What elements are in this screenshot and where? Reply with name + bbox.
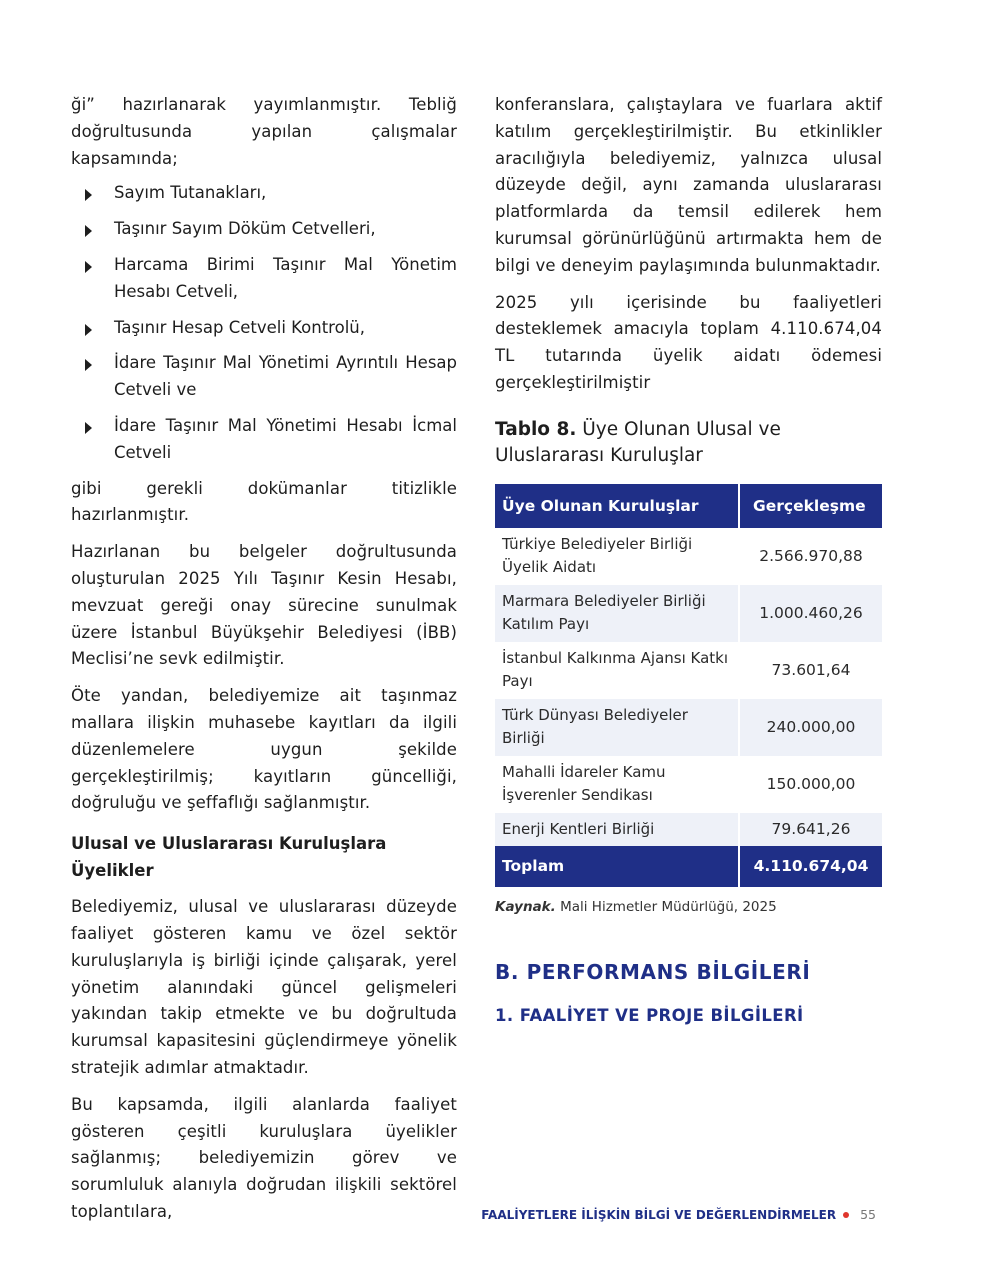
value-cell: 240.000,00 [739, 699, 882, 756]
value-cell: 150.000,00 [739, 756, 882, 813]
list-item: İdare Taşınır Mal Yönetimi Hesabı İcmal Cetveli [71, 413, 457, 467]
table-total-row [495, 846, 882, 887]
real-estate-paragraph: Öte yandan, belediyemize ait taşınmaz mallara ilişkin muhasebe kayıtları da ilgili düzenlemelere uygun şekilde gerçekleştirilmiş; kayıtların güncelliği, doğruluğu ve şeffaflığı sağlanmıştır. [71, 686, 457, 813]
bullet-icon [85, 422, 92, 434]
table-row [495, 642, 882, 699]
section-title: B. PERFORMANS BİLGİLERİ [495, 960, 811, 984]
page-number: 55 [860, 1207, 876, 1222]
table-row [495, 528, 882, 585]
bullet-icon [85, 225, 92, 237]
after-list-paragraph: gibi gerekli dokümanlar titizlikle hazırlanmıştır. [71, 478, 457, 525]
organization-cell: Enerji Kentleri Birliği [495, 813, 739, 847]
bullet-icon [85, 261, 92, 273]
page-footer [481, 1207, 876, 1222]
bullet-icon [85, 324, 92, 336]
value-cell: 1.000.460,26 [739, 585, 882, 642]
organization-cell: Türkiye Belediyeler Birliği Üyelik Aidatı [502, 534, 693, 577]
list-item: Taşınır Hesap Cetveli Kontrolü, [71, 315, 457, 342]
footer-title: FAALİYETLERE İLİŞKİN BİLGİ VE DEĞERLENDİRMELER [481, 1207, 837, 1222]
list-item: Taşınır Sayım Döküm Cetvelleri, [71, 216, 457, 243]
right-column [495, 92, 882, 915]
source-text: Mali Hizmetler Müdürlüğü, 2025 [560, 899, 777, 916]
table-source [495, 899, 882, 915]
table-row [495, 585, 882, 642]
scope-paragraph: Bu kapsamda, ilgili alanlarda faaliyet gösteren çeşitli kuruluşlara üyelikler sağlanmış; belediyemizin görev ve sorumluluk alanıyla doğrudan ilişkili sektörel toplantılara, [71, 1094, 457, 1221]
column-header-realization: Gerçekleşme [739, 484, 882, 528]
source-label: Kaynak. [495, 899, 556, 916]
bullet-icon [85, 359, 92, 371]
organization-cell: Marmara Belediyeler Birliği Katılım Payı [495, 585, 739, 642]
conference-paragraph: konferanslara, çalıştaylara ve fuarlara aktif katılım gerçekleştirilmiştir. Bu etkinlikler aracılığıyla belediyemiz, yalnızca ulusal düzeyde değil, aynı zamanda uluslararası platformlarda da temsil edilerek hem kurumsal görünürlüğünü artırmakta hem de bilgi ve deneyim paylaşımında bulunmaktadır. [495, 95, 882, 275]
organization-cell: Mahalli İdareler Kamu İşverenler Sendikası [502, 762, 666, 805]
subsection-title: 1. FAALİYET VE PROJE BİLGİLERİ [495, 1006, 804, 1025]
table-row [495, 699, 882, 756]
payment-paragraph: 2025 yılı içerisinde bu faaliyetleri desteklemek amacıyla toplam 4.110.674,04 TL tutarında üyelik aidatı ödemesi gerçekleştirilmiştir [495, 292, 882, 392]
table-row [495, 813, 882, 847]
list-item: İdare Taşınır Mal Yönetimi Ayrıntılı Hesap Cetveli ve [71, 350, 457, 404]
organization-cell: İstanbul Kalkınma Ajansı Katkı Payı [502, 648, 729, 691]
table-row [495, 756, 882, 813]
column-header-organization: Üye Olunan Kuruluşlar [495, 484, 739, 528]
total-value-cell: 4.110.674,04 [739, 846, 882, 887]
document-list [71, 180, 457, 466]
list-item: Harcama Birimi Taşınır Mal Yönetim Hesabı Cetveli, [71, 252, 457, 306]
footer-dot-icon [843, 1212, 849, 1218]
table-label: Tablo 8. [495, 418, 577, 440]
municipality-paragraph: Belediyemiz, ulusal ve uluslararası düzeyde faaliyet gösteren kamu ve özel sektör kuruluşlarıyla iş birliği içinde çalışarak, yerel yönetim alanındaki güncel gelişmeleri yakından takip etmekte ve bu doğrultuda kurumsal kapasitesini güçlendirmeye yönelik stratejik adımlar atmaktadır. [71, 897, 457, 1077]
memberships-heading: Ulusal ve Uluslararası Kuruluşlara Üyelikler [71, 834, 387, 880]
left-column [71, 92, 457, 1226]
organization-cell: Türk Dünyası Belediyeler Birliği [495, 699, 739, 756]
value-cell: 79.641,26 [739, 813, 882, 847]
table-title: Üye Olunan Ulusal ve Uluslararası Kuruluşlar [495, 418, 781, 467]
table-header-row [495, 484, 882, 528]
intro-paragraph: ği” hazırlanarak yayımlanmıştır. Tebliğ doğrultusunda yapılan çalışmalar kapsamında; [71, 95, 457, 168]
total-label-cell: Toplam [495, 846, 739, 887]
table-caption [495, 417, 882, 470]
memberships-table [495, 484, 882, 888]
value-cell: 2.566.970,88 [739, 528, 882, 585]
bullet-icon [85, 189, 92, 201]
value-cell: 73.601,64 [739, 642, 882, 699]
prepared-paragraph: Hazırlanan bu belgeler doğrultusunda oluşturulan 2025 Yılı Taşınır Kesin Hesabı, mevzuat gereği onay sürecine sunulmak üzere İstanbul Büyükşehir Belediyesi (İBB) Meclisi’ne sevk edilmiştir. [71, 542, 457, 669]
list-item: Sayım Tutanakları, [71, 180, 457, 207]
